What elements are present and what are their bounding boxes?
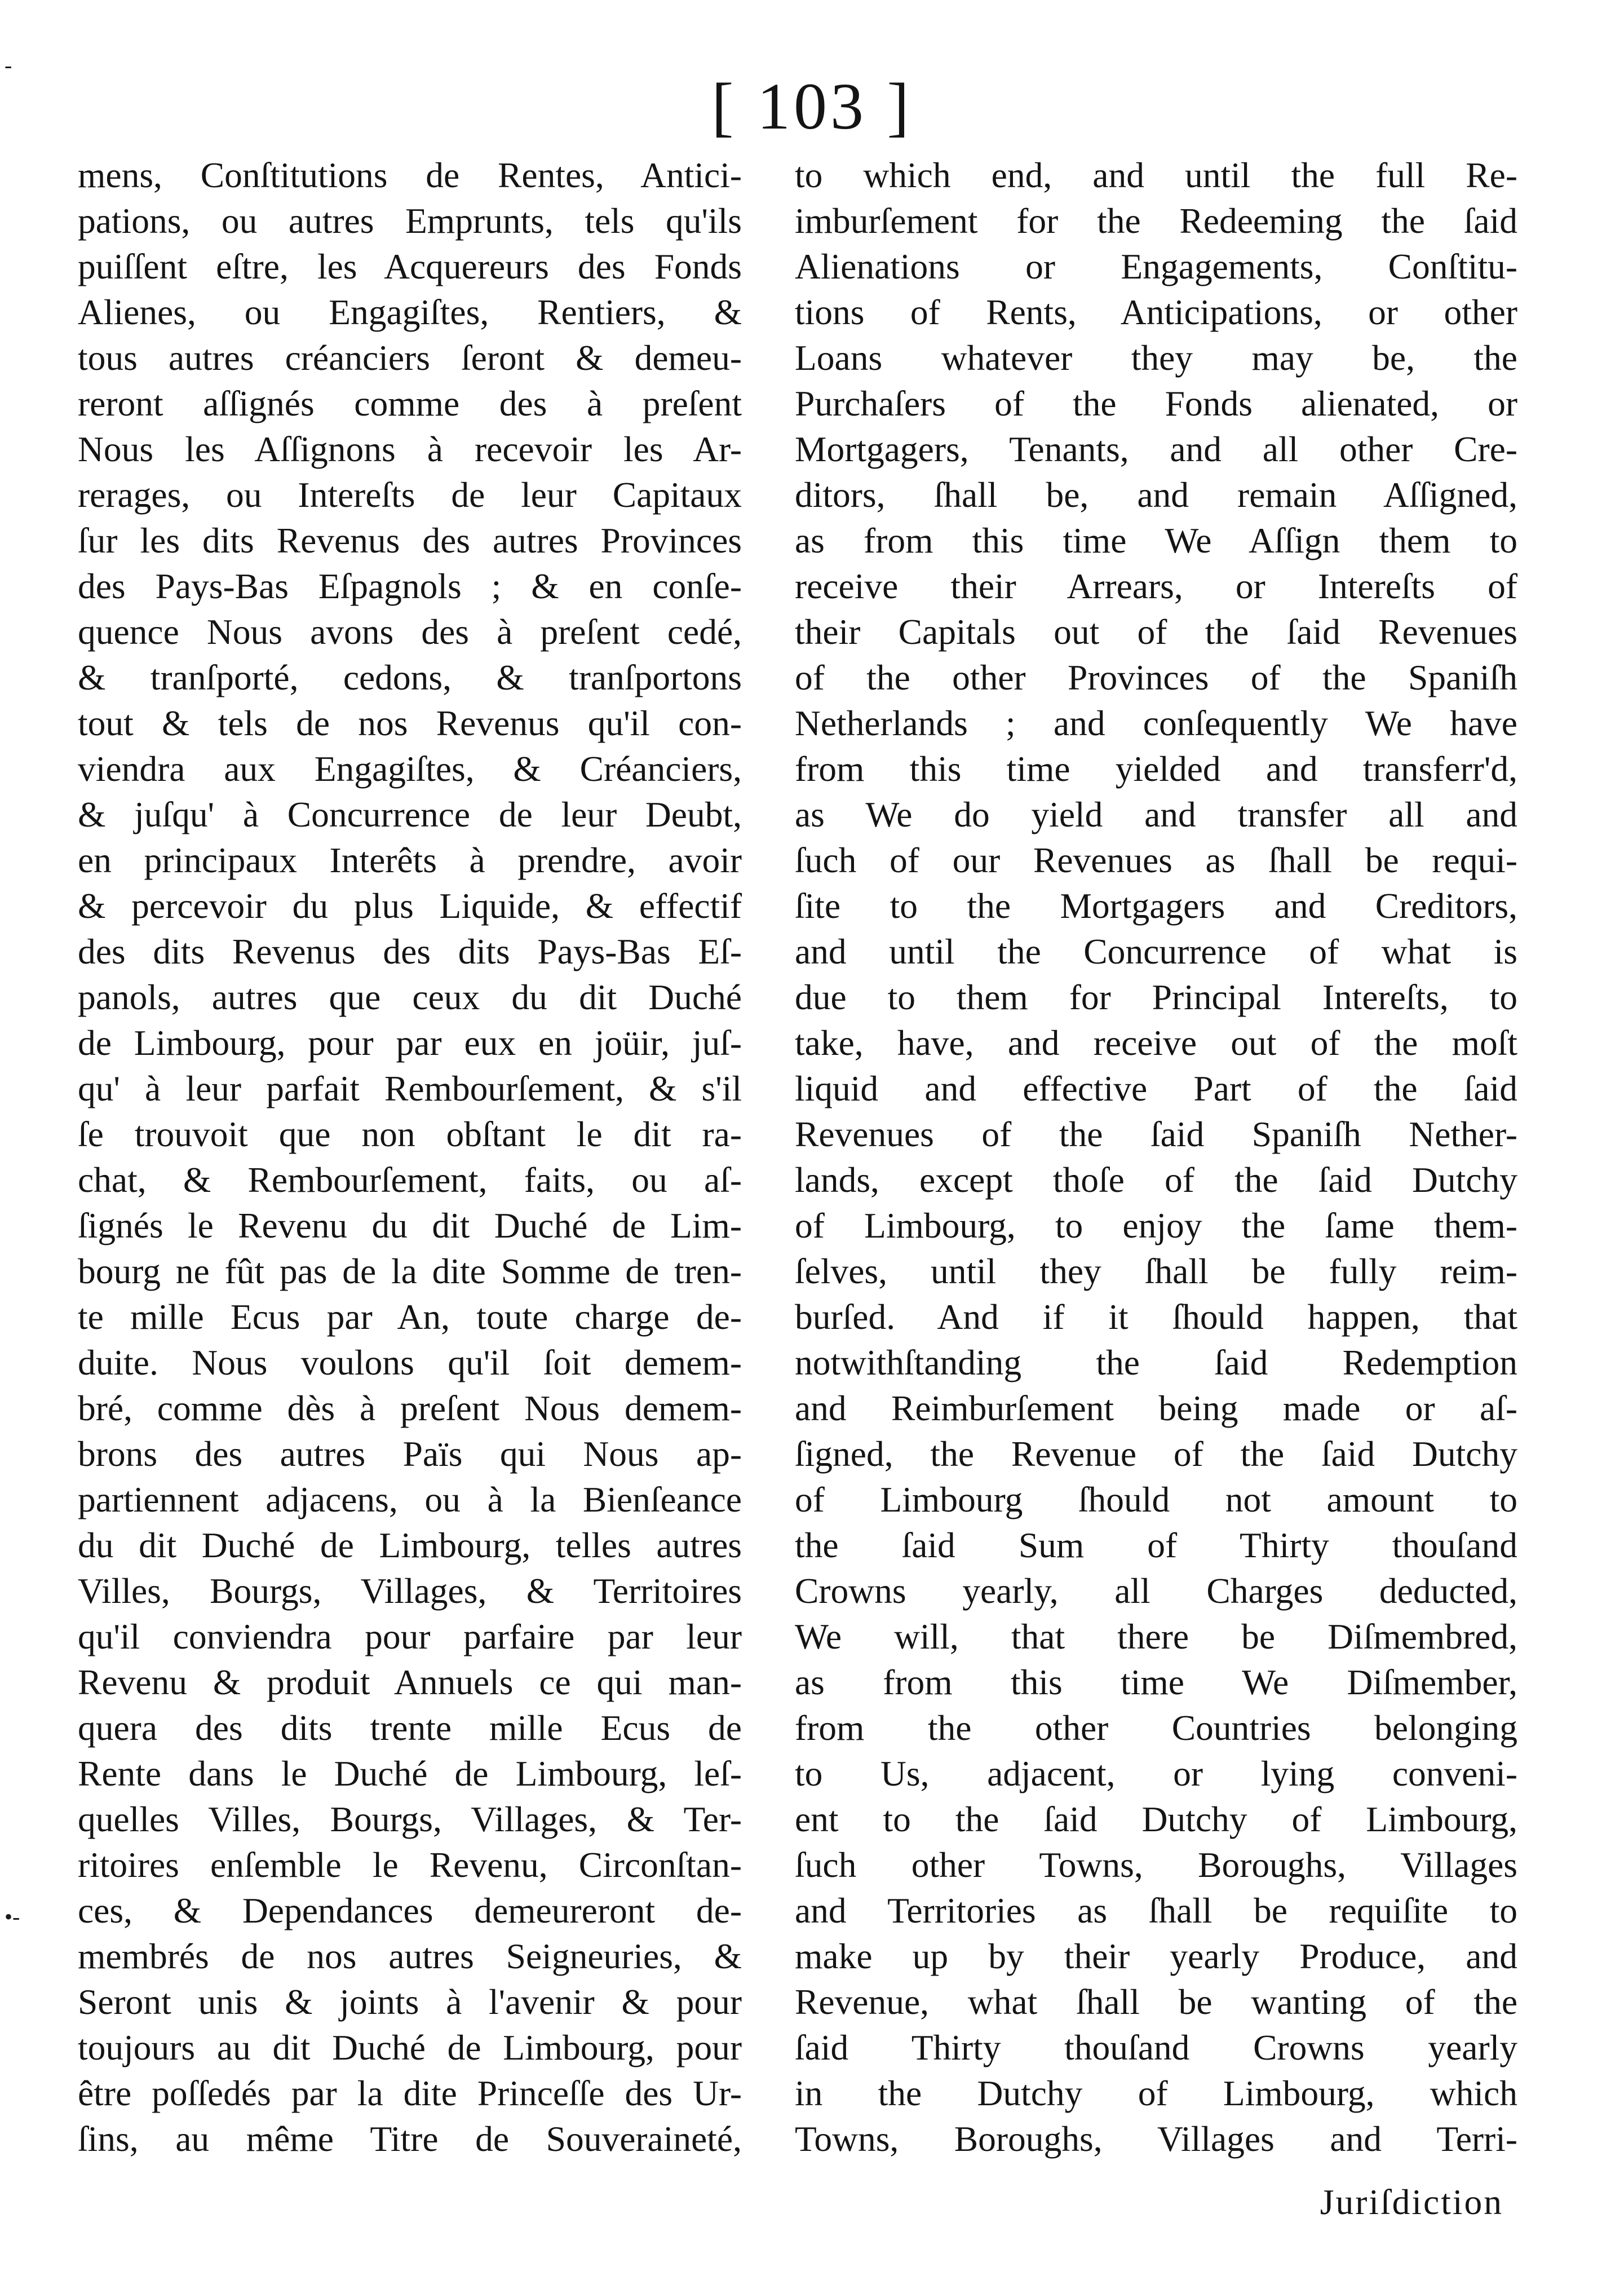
text-line: in the Dutchy of Limbourg, which <box>795 2073 1517 2113</box>
text-line: duite. Nous voulons qu'il ſoit demem- <box>78 1342 742 1382</box>
text-line: imburſement for the Redeeming the ſaid <box>795 201 1517 241</box>
text-line: Seront unis & joints à l'avenir & pour <box>78 1982 742 2022</box>
text-line: Mortgagers, Tenants, and all other Cre- <box>795 429 1517 469</box>
text-line: & juſqu' à Concurrence de leur Deubt, <box>78 794 742 834</box>
right-column-english-text <box>795 152 1517 2162</box>
text-line: Revenue, what ſhall be wanting of the <box>795 1982 1517 2022</box>
text-line: de Limbourg, pour par eux en joüir, juſ- <box>78 1023 742 1063</box>
text-line: membrés de nos autres Seigneuries, & <box>78 1936 742 1976</box>
text-line: ces, & Dependances demeureront de- <box>78 1890 742 1930</box>
text-line: Crowns yearly, all Charges deducted, <box>795 1571 1517 1611</box>
text-line: receive their Arrears, or Intereſts of <box>795 566 1517 606</box>
text-line: ſuch other Towns, Boroughs, Villages <box>795 1845 1517 1885</box>
margin-mark-top: - <box>5 52 12 78</box>
text-line: burſed. And if it ſhould happen, that <box>795 1297 1517 1337</box>
text-line: liquid and effective Part of the ſaid <box>795 1068 1517 1108</box>
text-line: lands, except thoſe of the ſaid Dutchy <box>795 1160 1517 1200</box>
text-line: ſigned, the Revenue of the ſaid Dutchy <box>795 1434 1517 1474</box>
margin-mark-middle: •- <box>5 1904 20 1929</box>
text-line: ſignés le Revenu du dit Duché de Lim- <box>78 1205 742 1245</box>
text-line: quelles Villes, Bourgs, Villages, & Ter- <box>78 1799 742 1839</box>
text-line: Towns, Boroughs, Villages and Terri- <box>795 2119 1517 2159</box>
text-line: tout & tels de nos Revenus qu'il con- <box>78 703 742 743</box>
text-line: ſins, au même Titre de Souveraineté, <box>78 2119 742 2159</box>
text-line: qu' à leur parfait Rembourſement, & s'il <box>78 1068 742 1108</box>
text-line: make up by their yearly Produce, and <box>795 1936 1517 1976</box>
text-line: Loans whatever they may be, the <box>795 338 1517 378</box>
text-line: partiennent adjacens, ou à la Bienſeance <box>78 1479 742 1519</box>
text-line: ritoires enſemble le Revenu, Circonſtan- <box>78 1845 742 1885</box>
text-line: viendra aux Engagiſtes, & Créanciers, <box>78 749 742 789</box>
text-line: ſaid Thirty thouſand Crowns yearly <box>795 2027 1517 2067</box>
text-line: Revenues of the ſaid Spaniſh Nether- <box>795 1114 1517 1154</box>
catchword: Juriſdiction <box>1320 2182 1503 2222</box>
text-line: tions of Rents, Anticipations, or other <box>795 292 1517 332</box>
text-line: Villes, Bourgs, Villages, & Territoires <box>78 1571 742 1611</box>
text-line: as from this time We Diſmember, <box>795 1662 1517 1702</box>
text-line: of Limbourg ſhould not amount to <box>795 1479 1517 1519</box>
text-line: Alienations or Engagements, Conſtitu- <box>795 246 1517 286</box>
text-line: quence Nous avons des à preſent cedé, <box>78 612 742 652</box>
text-line: panols, autres que ceux du dit Duché <box>78 977 742 1017</box>
text-line: as from this time We Aſſign them to <box>795 520 1517 560</box>
text-line: brons des autres Païs qui Nous ap- <box>78 1434 742 1474</box>
text-line: Purchaſers of the Fonds alienated, or <box>795 383 1517 423</box>
text-line: & tranſporté, cedons, & tranſportons <box>78 657 742 697</box>
text-line: take, have, and receive out of the moſt <box>795 1023 1517 1063</box>
text-line: and Reimburſement being made or aſ- <box>795 1388 1517 1428</box>
text-line: Revenu & produit Annuels ce qui man- <box>78 1662 742 1702</box>
text-line: and until the Concurrence of what is <box>795 931 1517 971</box>
text-line: ditors, ſhall be, and remain Aſſigned, <box>795 475 1517 515</box>
left-column-french-text <box>78 152 742 2162</box>
text-line: & percevoir du plus Liquide, & effectif <box>78 886 742 926</box>
text-line: être poſſedés par la dite Princeſſe des Ur- <box>78 2073 742 2113</box>
text-line: mens, Conſtitutions de Rentes, Antici- <box>78 155 742 195</box>
text-line: bré, comme dès à preſent Nous demem- <box>78 1388 742 1428</box>
text-line: the ſaid Sum of Thirty thouſand <box>795 1525 1517 1565</box>
text-line: ſelves, until they ſhall be fully reim- <box>795 1251 1517 1291</box>
text-line: reront aſſignés comme des à preſent <box>78 383 742 423</box>
text-line: Alienes, ou Engagiſtes, Rentiers, & <box>78 292 742 332</box>
text-line: du dit Duché de Limbourg, telles autres <box>78 1525 742 1565</box>
text-line: from the other Countries belonging <box>795 1708 1517 1748</box>
text-line: des dits Revenus des dits Pays-Bas Eſ- <box>78 931 742 971</box>
text-line: of the other Provinces of the Spaniſh <box>795 657 1517 697</box>
text-line: puiſſent eſtre, les Acquereurs des Fonds <box>78 246 742 286</box>
text-line: of Limbourg, to enjoy the ſame them- <box>795 1205 1517 1245</box>
text-line: notwithſtanding the ſaid Redemption <box>795 1342 1517 1382</box>
text-line: tous autres créanciers ſeront & demeu- <box>78 338 742 378</box>
text-line: te mille Ecus par An, toute charge de- <box>78 1297 742 1337</box>
text-line: We will, that there be Diſmembred, <box>795 1616 1517 1656</box>
text-line: rerages, ou Intereſts de leur Capitaux <box>78 475 742 515</box>
text-line: en principaux Interêts à prendre, avoir <box>78 840 742 880</box>
text-line: due to them for Principal Intereſts, to <box>795 977 1517 1017</box>
text-line: chat, & Rembourſement, faits, ou aſ- <box>78 1160 742 1200</box>
text-line: to Us, adjacent, or lying conveni- <box>795 1753 1517 1793</box>
text-line: ſe trouvoit que non obſtant le dit ra- <box>78 1114 742 1154</box>
page-number: [ 103 ] <box>711 69 913 143</box>
text-line: ſite to the Mortgagers and Creditors, <box>795 886 1517 926</box>
text-line: Rente dans le Duché de Limbourg, leſ- <box>78 1753 742 1793</box>
text-line: ſur les dits Revenus des autres Provinces <box>78 520 742 560</box>
text-line: des Pays-Bas Eſpagnols ; & en conſe- <box>78 566 742 606</box>
text-line: Netherlands ; and conſequently We have <box>795 703 1517 743</box>
text-line: from this time yielded and transferr'd, <box>795 749 1517 789</box>
text-line: pations, ou autres Emprunts, tels qu'ils <box>78 201 742 241</box>
text-line: ent to the ſaid Dutchy of Limbourg, <box>795 1799 1517 1839</box>
text-line: Nous les Aſſignons à recevoir les Ar- <box>78 429 742 469</box>
text-line: quera des dits trente mille Ecus de <box>78 1708 742 1748</box>
text-line: qu'il conviendra pour parfaire par leur <box>78 1616 742 1656</box>
text-line: bourg ne fût pas de la dite Somme de tren- <box>78 1251 742 1291</box>
text-line: toujours au dit Duché de Limbourg, pour <box>78 2027 742 2067</box>
text-line: to which end, and until the full Re- <box>795 155 1517 195</box>
text-line: as We do yield and transfer all and <box>795 794 1517 834</box>
text-line: ſuch of our Revenues as ſhall be requi- <box>795 840 1517 880</box>
text-line: and Territories as ſhall be requiſite to <box>795 1890 1517 1930</box>
text-line: their Capitals out of the ſaid Revenues <box>795 612 1517 652</box>
